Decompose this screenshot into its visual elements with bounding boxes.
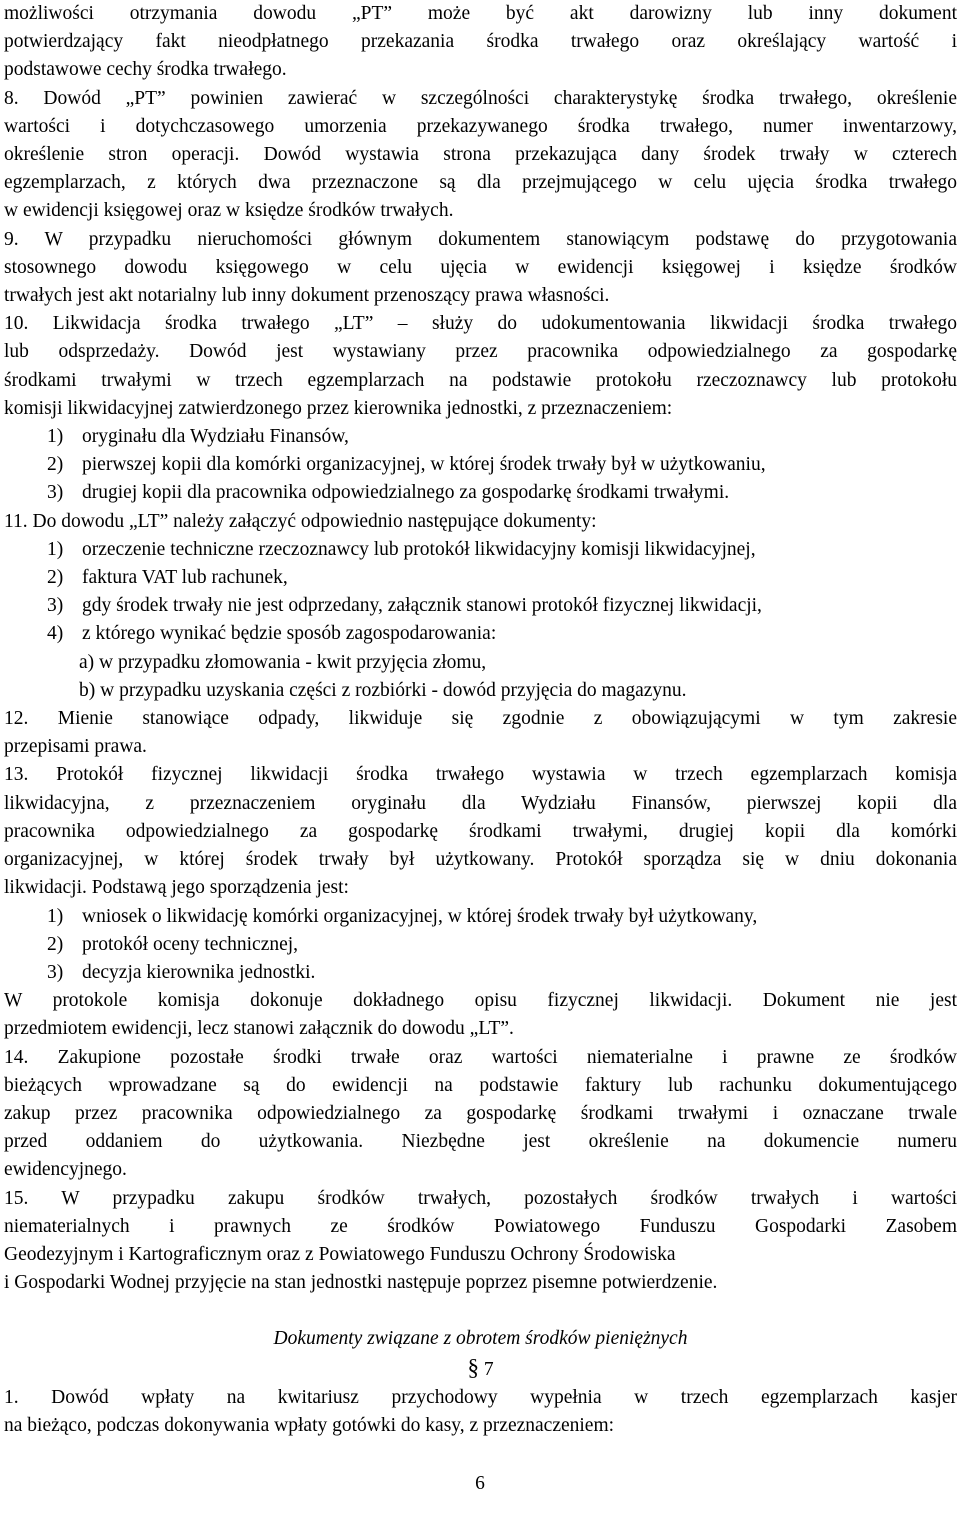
paragraph-9-line-2: stosownego dowodu księgowego w celu ujęcia w ewidencji księgowej i księdze środków — [4, 256, 957, 278]
list-text: oryginału dla Wydziału Finansów, — [82, 426, 349, 448]
list-text: wniosek o likwidację komórki organizacyjnej, w której środek trwały był użytkowany, — [82, 905, 758, 927]
list-item — [4, 959, 957, 987]
document-page — [4, 0, 957, 1440]
list-number: 2) — [47, 933, 64, 955]
list-item — [4, 620, 957, 648]
paragraph-8-line-5: w ewidencji księgowej oraz w księdze środków trwałych. — [4, 200, 454, 222]
list-item — [4, 536, 957, 564]
paragraph-8-line-3: określenie stron operacji. Dowód wystawia strona przekazująca dany środek trwały w czterech — [4, 144, 957, 166]
list-number: 1) — [47, 538, 64, 560]
paragraph-8-line-2: wartości i dotychczasowego umorzenia przekazywanego środka trwałego, numer inwentarzowy, — [4, 115, 957, 137]
list-text: orzeczenie techniczne rzeczoznawcy lub protokół likwidacyjny komisji likwidacyjnej, — [82, 538, 756, 560]
paragraph-14-line-2: bieżących wprowadzane są do ewidencji na podstawie faktury lub rachunku dokumentującego — [4, 1074, 957, 1096]
list-item — [4, 479, 957, 507]
paragraph-8-line-1: 8. Dowód „PT” powinien zawierać w szczególności charakterystykę środka trwałego, określenie — [4, 87, 957, 109]
list-item — [4, 903, 957, 931]
paragraph-14-line-1: 14. Zakupione pozostałe środki trwałe oraz wartości niematerialne i prawne ze środków — [4, 1046, 957, 1068]
section-heading: Dokumenty związane z obrotem środków pieniężnych — [273, 1328, 688, 1350]
list-number: 3) — [47, 961, 64, 983]
sub-list-item-a: a) w przypadku złomowania - kwit przyjęcia złomu, — [79, 651, 487, 673]
list-text: protokół oceny technicznej, — [82, 933, 299, 955]
paragraph-12-line-2: przepisami prawa. — [4, 736, 147, 758]
intro-line-3: podstawowe cechy środka trwałego. — [4, 59, 287, 81]
page-number: 6 — [475, 1473, 485, 1494]
intro-line-1: możliwości otrzymania dowodu „PT” może być akt darowizny lub inny dokument — [4, 3, 957, 24]
list-number: 1) — [47, 905, 64, 927]
paragraph-10-line-4: komisji likwidacyjnej zatwierdzonego przez kierownika jednostki, z przeznaczeniem: — [4, 397, 673, 419]
list-number: 2) — [47, 567, 64, 589]
paragraph-10-line-2: lub odsprzedaży. Dowód jest wystawiany przez pracownika odpowiedzialnego za gospodarkę — [4, 341, 957, 363]
section-marker — [4, 1354, 957, 1384]
list-item — [4, 451, 957, 479]
section-symbol: § — [467, 1354, 479, 1380]
paragraph-14-line-5: ewidencyjnego. — [4, 1159, 127, 1181]
list-text: pierwszej kopii dla komórki organizacyjnej, w której środek trwały był w użytkowaniu, — [82, 454, 766, 476]
intro-line-2: potwierdzający fakt nieodpłatnego przekazania środka trwałego oraz określający wartość i — [4, 31, 957, 53]
list-text: z którego wynikać będzie sposób zagospodarowania: — [82, 623, 497, 645]
paragraph-14-line-4: przed oddaniem do użytkowania. Niezbędne jest określenie na dokumencie numeru — [4, 1131, 957, 1153]
section-number: 7 — [483, 1358, 494, 1380]
paragraph-13-line-2: likwidacyjna, z przeznaczeniem oryginału dla Wydziału Finansów, pierwszej kopii dla — [4, 792, 957, 814]
paragraph-15-line-4: i Gospodarki Wodnej przyjęcie na stan jednostki następuje poprzez pisemne potwierdzenie. — [4, 1272, 718, 1294]
paragraph-1-line-2: na bieżąco, podczas dokonywania wpłaty gotówki do kasy, z przeznaczeniem: — [4, 1414, 615, 1436]
list-item — [4, 564, 957, 592]
paragraph-14-line-3: zakup przez pracownika odpowiedzialnego za gospodarkę środkami trwałymi i oznaczane trwale — [4, 1102, 957, 1124]
list-number: 2) — [47, 454, 64, 476]
paragraph-15-line-1: 15. W przypadku zakupu środków trwałych, pozostałych środków trwałych i wartości — [4, 1187, 957, 1209]
list-number: 3) — [47, 595, 64, 617]
paragraph-13-line-4: organizacyjnej, w której środek trwały był użytkowany. Protokół sporządza się w dniu dokonania — [4, 849, 957, 871]
list-number: 1) — [47, 426, 64, 448]
paragraph-13-line-3: pracownika odpowiedzialnego za gospodarkę środkami trwałymi, drugiej kopii dla komórki — [4, 820, 957, 842]
list-number: 4) — [47, 623, 64, 645]
paragraph-9-line-3: trwałych jest akt notarialny lub inny dokument przenoszący prawa własności. — [4, 285, 610, 307]
paragraph-8-line-4: egzemplarzach, z których dwa przeznaczone są dla przejmującego w celu ujęcia środka trwałego — [4, 172, 957, 194]
paragraph-10-line-3: środkami trwałymi w trzech egzemplarzach na podstawie protokołu rzeczoznawcy lub protokołu — [4, 369, 957, 391]
sub-list-item-b: b) w przypadku uzyskania części z rozbiórki - dowód przyjęcia do magazynu. — [79, 679, 687, 701]
list-number: 3) — [47, 482, 64, 504]
paragraph-13-after-line-1: W protokole komisja dokonuje dokładnego opisu fizycznej likwidacji. Dokument nie jest — [4, 990, 957, 1012]
list-text: gdy środek trwały nie jest odprzedany, załącznik stanowi protokół fizycznej likwidacji, — [82, 595, 762, 617]
paragraph-12-line-1: 12. Mienie stanowiące odpady, likwiduje się zgodnie z obowiązującymi w tym zakresie — [4, 708, 957, 730]
paragraph-15-line-2: niematerialnych i prawnych ze środków Powiatowego Funduszu Gospodarki Zasobem — [4, 1215, 957, 1237]
paragraph-9-line-1: 9. W przypadku nieruchomości głównym dokumentem stanowiącym podstawę do przygotowania — [4, 228, 957, 250]
paragraph-11: 11. Do dowodu „LT” należy załączyć odpowiednio następujące dokumenty: — [4, 510, 597, 532]
paragraph-13-line-5: likwidacji. Podstawą jego sporządzenia jest: — [4, 877, 349, 899]
list-text: faktura VAT lub rachunek, — [82, 567, 288, 589]
paragraph-13-after-line-2: przedmiotem ewidencji, lecz stanowi załącznik do dowodu „LT”. — [4, 1018, 514, 1040]
list-text: decyzja kierownika jednostki. — [82, 961, 316, 983]
list-text: drugiej kopii dla pracownika odpowiedzialnego za gospodarkę środkami trwałymi. — [82, 482, 730, 504]
paragraph-1-line-1: 1. Dowód wpłaty na kwitariusz przychodowy wypełnia w trzech egzemplarzach kasjer — [4, 1386, 957, 1408]
list-item — [4, 592, 957, 620]
list-item — [4, 931, 957, 959]
paragraph-15-line-3: Geodezyjnym i Kartograficznym oraz z Powiatowego Funduszu Ochrony Środowiska — [4, 1243, 676, 1265]
list-item — [4, 423, 957, 451]
paragraph-10-line-1: 10. Likwidacja środka trwałego „LT” – służy do udokumentowania likwidacji środka trwałego — [4, 313, 957, 335]
paragraph-13-line-1: 13. Protokół fizycznej likwidacji środka trwałego wystawia w trzech egzemplarzach komisja — [4, 764, 957, 786]
